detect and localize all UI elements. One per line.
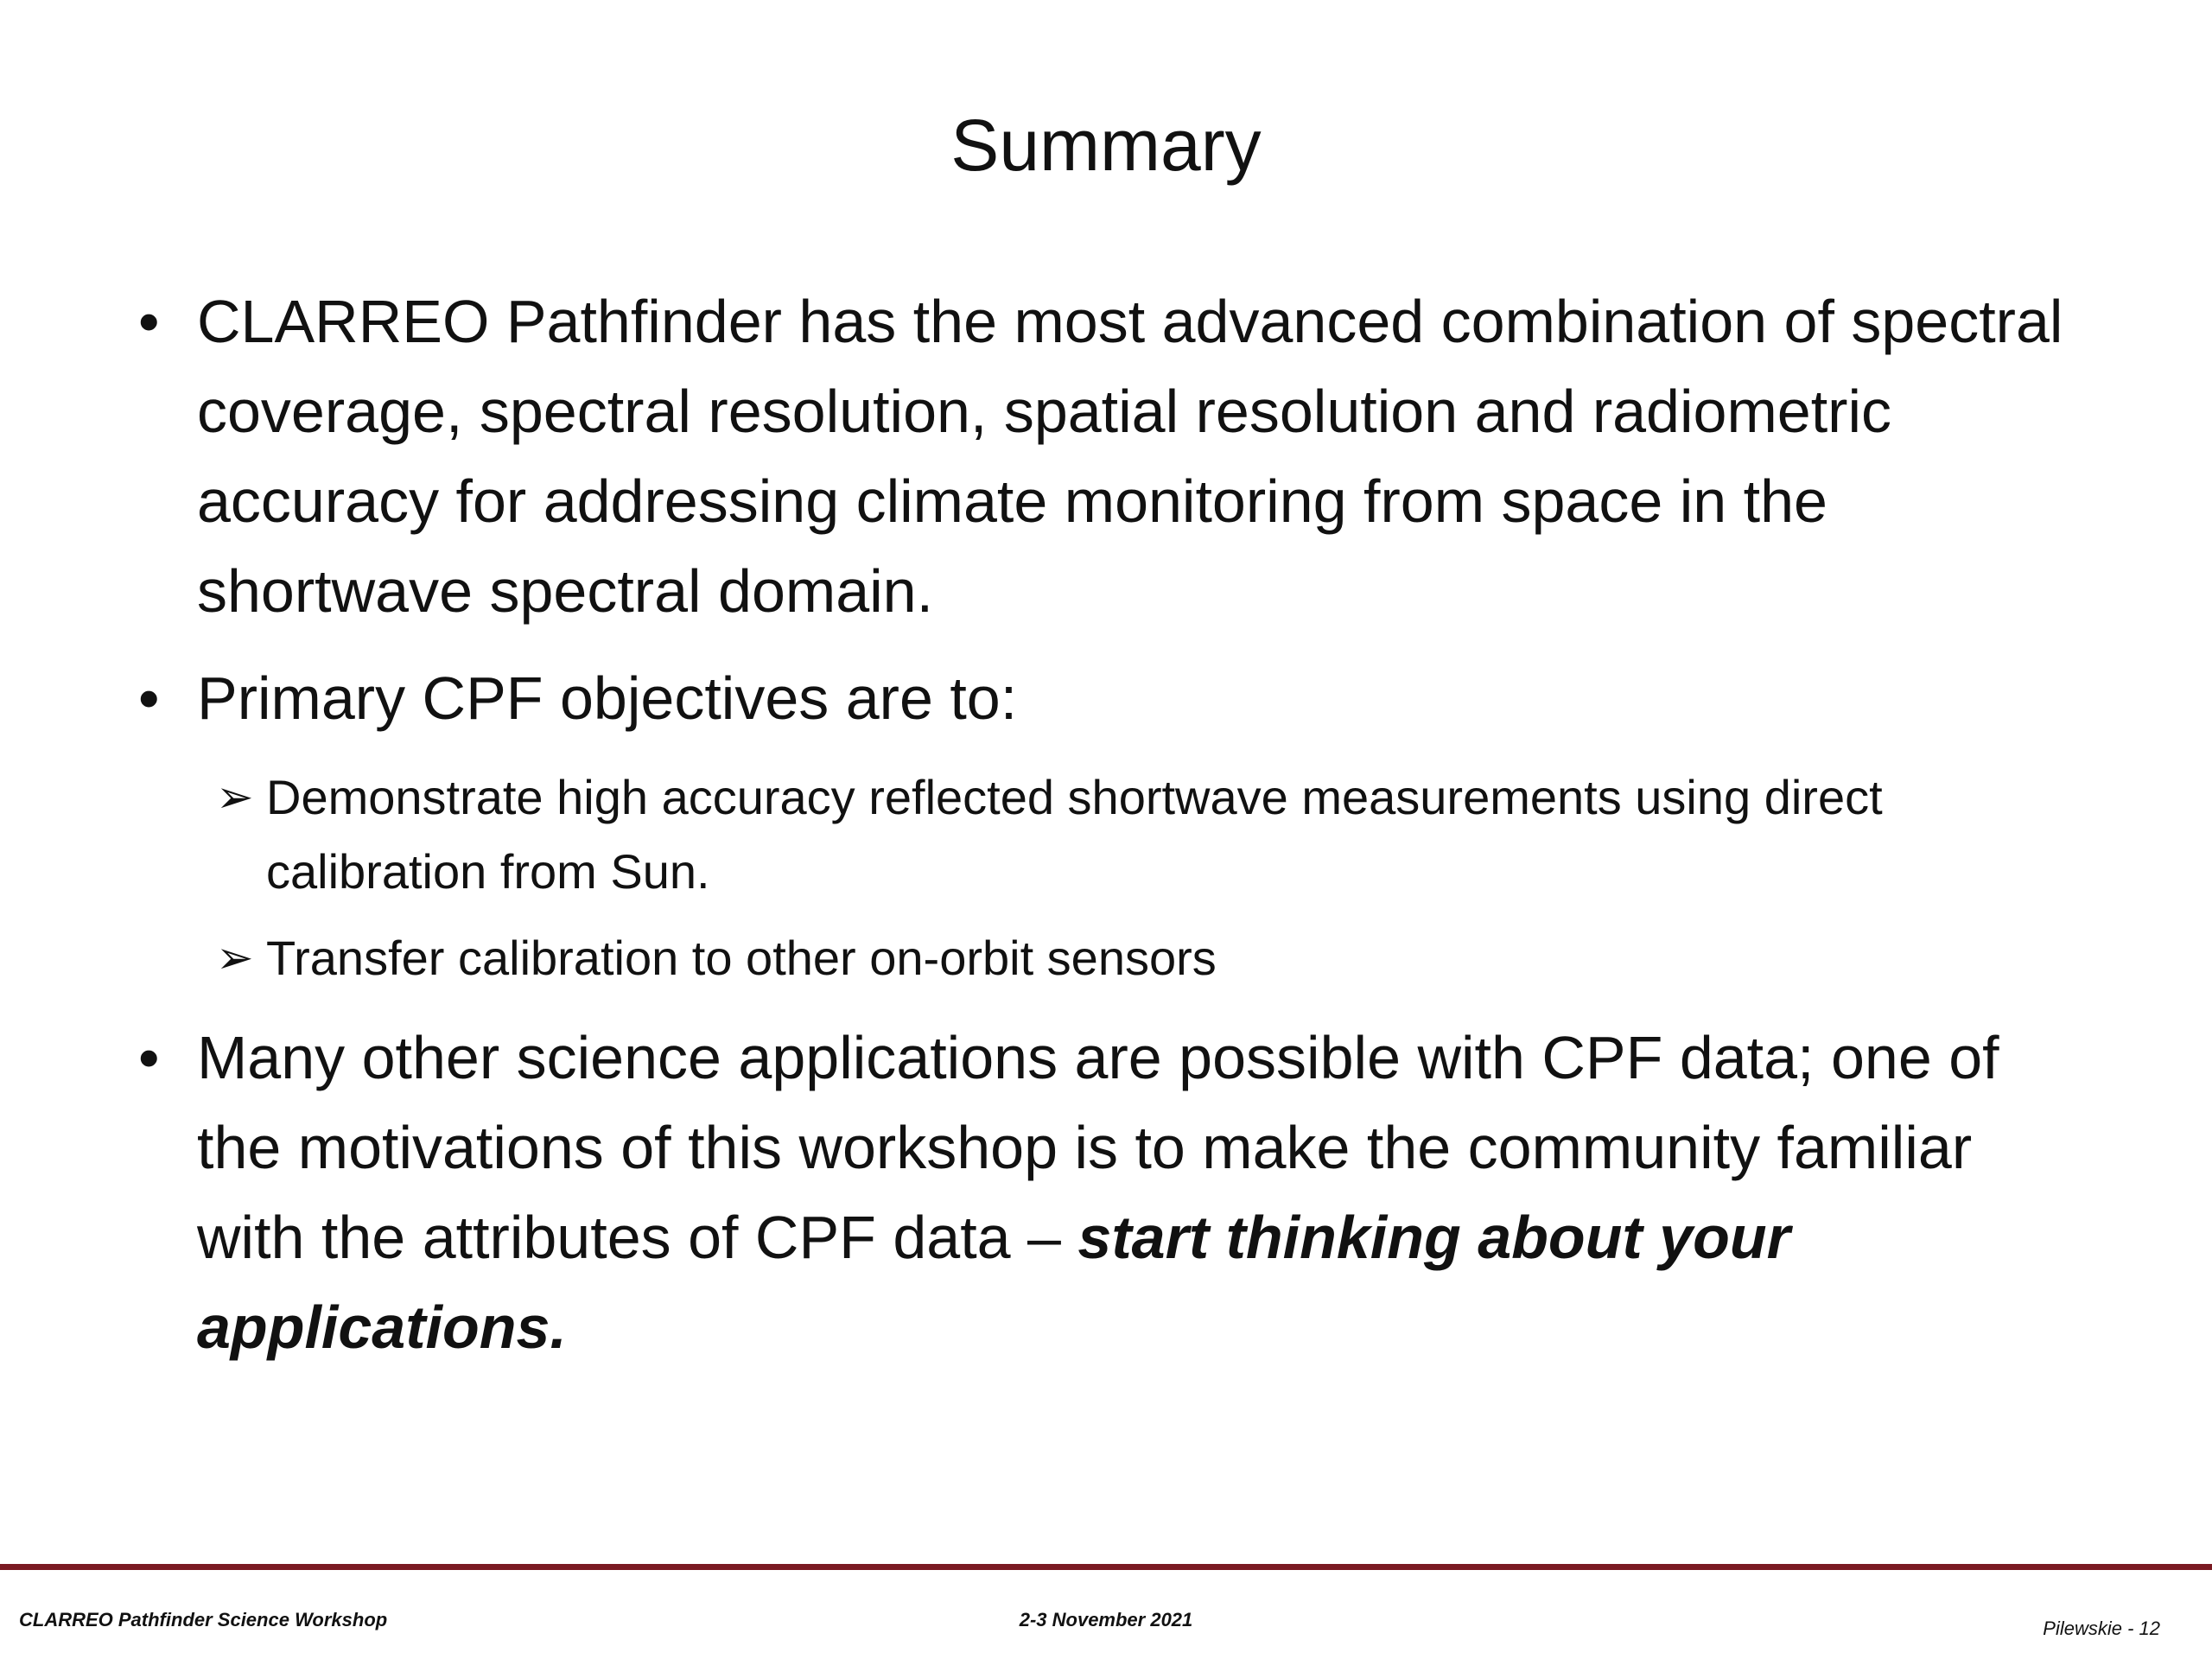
- bullet-item: [138, 276, 2074, 636]
- bullet-dot-icon: •: [138, 1024, 160, 1091]
- bullet-dot-icon: •: [138, 664, 160, 732]
- bullet-text: Primary CPF objectives are to:: [197, 664, 1018, 732]
- sub-bullet-list: [216, 760, 2074, 995]
- bullet-item: [138, 1013, 2074, 1372]
- footer-divider: [0, 1564, 2212, 1570]
- arrow-bullet-icon: ➢: [216, 933, 254, 983]
- footer-page-number: Pilewskie - 12: [2043, 1618, 2160, 1639]
- arrow-bullet-icon: ➢: [216, 772, 254, 823]
- sub-bullet-item: [216, 760, 2074, 909]
- bullet-text: CLARREO Pathfinder has the most advanced combination of spectral coverage, spectral resolution, spatial resolution and radiometric accuracy for addressing climate monitoring from space in the shortwave spectral domain.: [197, 288, 2063, 625]
- bullet-dot-icon: •: [138, 288, 160, 355]
- slide-content: [138, 276, 2074, 1389]
- sub-bullet-text: Demonstrate high accuracy reflected shortwave measurements using direct calibration from Sun.: [266, 770, 1883, 899]
- sub-bullet-text: Transfer calibration to other on-orbit sensors: [266, 931, 1217, 985]
- bullet-emphasis: start thinking about your applications.: [197, 1204, 1790, 1361]
- sub-bullet-item: [216, 921, 2074, 995]
- bullet-text: Many other science applications are possible with CPF data; one of the motivations of this workshop is to make the community familiar with the attributes of CPF data –: [197, 1024, 1999, 1271]
- footer-date: 2-3 November 2021: [1019, 1609, 1193, 1630]
- bullet-item: [138, 653, 2074, 743]
- slide-title: Summary: [950, 105, 1262, 186]
- footer-workshop-name: CLARREO Pathfinder Science Workshop: [19, 1609, 388, 1630]
